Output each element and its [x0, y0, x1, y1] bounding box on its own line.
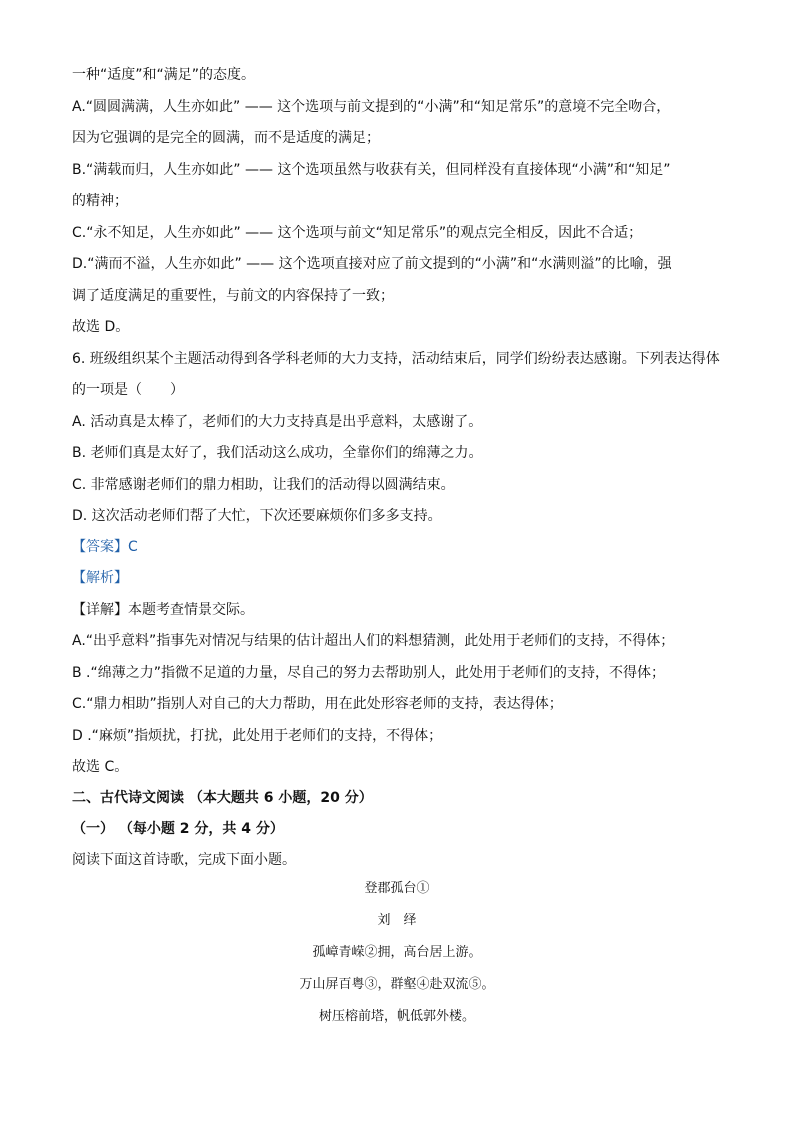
poem-title: 登郡孤台① [364, 881, 430, 896]
detail-option-b: B .“绵薄之力”指微不足道的力量，尽自己的努力去帮助别人，此处用于老师们的支持，不得体； [72, 665, 666, 681]
section-title: 二、古代诗文阅读 （本大题共 6 小题，20 分） [72, 790, 373, 806]
text-line: 的精神； [72, 193, 128, 209]
analysis-label: 【解析】 [72, 570, 128, 586]
detail-option-d: D .“麻烦”指烦扰，打扰，此处用于老师们的支持，不得体； [72, 728, 443, 744]
text-line: 调了适度满足的重要性，与前文的内容保持了一致； [72, 288, 394, 304]
text-line: 一种“适度”和“满足”的态度。 [72, 67, 256, 83]
reading-instruction: 阅读下面这首诗歌，完成下面小题。 [72, 852, 296, 868]
choice-result: 故选 D。 [72, 319, 130, 335]
question-6-stem-continued: 的一项是（ ） [72, 382, 184, 398]
detail-option-a: A.“出乎意料”指事先对情况与结果的估计超出人们的料想猜测，此处用于老师们的支持，不得体； [72, 633, 675, 649]
question-6-option-c: C. 非常感谢老师们的鼎力相助，让我们的活动得以圆满结束。 [72, 477, 455, 493]
poem-verse: 万山屏百粤③，群壑④赴双流⑤。 [299, 977, 495, 992]
option-d-analysis: D.“满而不溢，人生亦如此” —— 这个选项直接对应了前文提到的“小满”和“水满则溢”的比喻，强 [72, 256, 672, 272]
question-6-option-a: A. 活动真是太棒了，老师们的大力支持真是出乎意料，太感谢了。 [72, 414, 483, 430]
poem-author: 刘 绎 [377, 913, 417, 928]
question-6-stem: 6. 班级组织某个主题活动得到各学科老师的大力支持，活动结束后，同学们纷纷表达感谢。下列表达得体 [72, 351, 720, 367]
option-c-analysis: C.“永不知足，人生亦如此” —— 这个选项与前文“知足常乐”的观点完全相反，因此不合适； [72, 225, 643, 241]
poem-verse: 树压榕前塔，帆低郭外楼。 [318, 1009, 475, 1024]
choice-result: 故选 C。 [72, 759, 129, 775]
text-line: 因为它强调的是完全的圆满，而不是适度的满足； [72, 130, 380, 146]
detail-heading: 【详解】本题考查情景交际。 [72, 602, 254, 618]
poem-verse: 孤嶂青嵘②拥，高台居上游。 [312, 945, 482, 960]
question-6-option-d: D. 这次活动老师们帮了大忙，下次还要麻烦你们多多支持。 [72, 508, 442, 524]
question-6-option-b: B. 老师们真是太好了，我们活动这么成功，全靠你们的绵薄之力。 [72, 445, 483, 461]
detail-option-c: C.“鼎力相助”指别人对自己的大力帮助，用在此处形容老师的支持，表达得体； [72, 696, 563, 712]
option-a-analysis: A.“圆圆满满，人生亦如此” —— 这个选项与前文提到的“小满”和“知足常乐”的意境不完全吻合， [72, 99, 671, 115]
subsection-title: （一） （每小题 2 分，共 4 分） [72, 821, 284, 837]
option-b-analysis: B.“满载而归，人生亦如此” —— 这个选项虽然与收获有关，但同样没有直接体现“小满”和“知足” [72, 162, 671, 178]
answer-label: 【答案】C [72, 539, 138, 555]
